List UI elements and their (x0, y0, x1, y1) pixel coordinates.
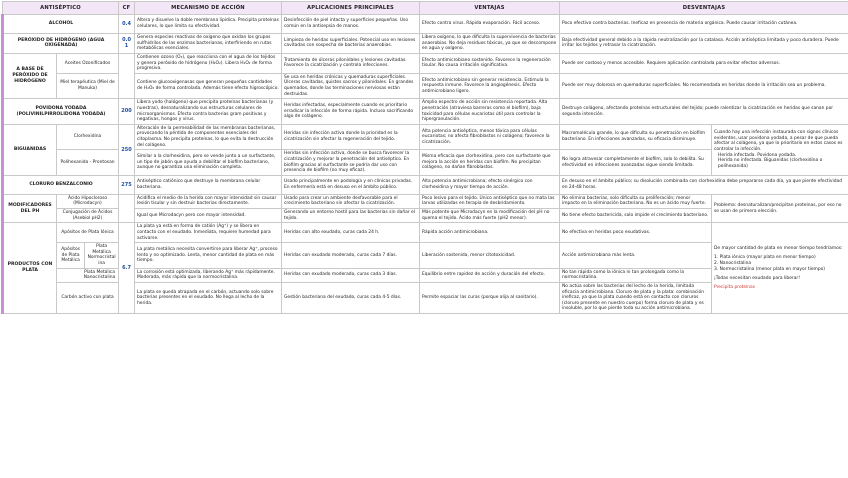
note-plata-item: 2. Nanocristalina (714, 261, 846, 267)
mec-miel-terapeutica: Contiene glucooxigenasas que generan pequeñas cantidades de H₂O₂ de forma controlada. Además tiene efecto higroscópico. (135, 73, 282, 99)
apl-plata-nanocristalina: Heridas con exudado moderado, curas cada 3 días. (282, 268, 420, 282)
row-benzalconio (3, 175, 848, 194)
apl-acido-hipocloroso: Usado para crear un ambiente desfavorable para el crecimiento bacteriano sin afectar la cicatrización. (282, 194, 420, 208)
header-mecanismo: MECANISMO DE ACCIÓN (135, 2, 282, 15)
note-plata-item: 1. Plata iónica (mayor plata en menor tiempo) (714, 255, 846, 261)
cf-base-peroxido (119, 53, 135, 98)
header-ventajas: VENTAJAS (420, 2, 560, 15)
name-polihexanida: Polihexanida - Prontosan (57, 150, 119, 176)
apl-polihexanida: Heridas sin infección activa, donde se busca favorecer la cicatrización y mejorar la penetración del antiséptico. En biofilm gracias al surfactante se podría dar uso con presencia de biofilm (no muy eficaz). (282, 150, 420, 176)
ven-alcohol: Efecto contra virus. Rápida evaporación. Fácil acceso. (420, 15, 560, 34)
des-conjugacion-acidos: No tiene efecto bactericida, solo impide el crecimiento bacteriano. (560, 209, 712, 223)
cf-peroxido: 0.01 (119, 34, 135, 54)
mec-benzalconio: Antiséptico catiónico que destruye la membrana celular bacteriana. (135, 175, 282, 194)
des-acido-hipocloroso: No elimina bacterias, solo dificulta su proliferación; menor impacto en la eliminación bacteriana. No es un ácido muy fuerte. (560, 194, 712, 208)
name-carbon-plata: Carbón activo con plata (57, 282, 119, 313)
mec-plata-normocristalina: La plata metálica necesita convertirse para liberar Ag⁺, proceso lento y no optimizado. Lenta, menor cantidad de plata en más tiempo. (135, 243, 282, 269)
name-aceites-ozonificados: Aceites Ozonificados (57, 53, 119, 73)
apl-plata-ionica: Heridas con alto exudado, curas cada 24 h. (282, 223, 420, 243)
apl-benzalconio: Usado principalmente en podología y en clínicas privadas. En enfermería está en desuso en el ámbito público. (282, 175, 420, 194)
row-povidona (3, 99, 848, 125)
ven-polihexanida: Misma eficacia que clorhexidina, pero con surfactante que mejora la acción en heridas con biofilm. No precipitan colágeno, no dañan fibroblastos. (420, 150, 560, 176)
name-plata-nanocristalina: Plata Metálica Nanocristalina (57, 268, 119, 282)
cf-plata: 6.7 (119, 223, 135, 314)
des-peroxido: Baja efectividad general debido a la rápida neutralización por la catalasa. Acción antiséptica limitada y poco duradera. Puede irritar los tejidos y retrasar la cicatrización. (560, 34, 848, 54)
ven-acido-hipocloroso: Poco lesivo para el tejido. Único antiséptico que no mata las larvas utilizadas en terapia de desbridamiento. (420, 194, 560, 208)
name-plata-normocristalina: Plata Metálica Normocristalina (85, 243, 118, 268)
group-plata-metalica: Apósitos de Plata Metálica (57, 243, 85, 268)
apl-clorhexidina: Heridas sin infección activa donde la prioridad es la cicatrización sin afectar la regeneración del tejido. (282, 124, 420, 150)
note-plata-item: 3. Normocristalina (menor plata en mayor tiempo) (714, 267, 846, 273)
mec-peroxido: Genera especies reactivas de oxígeno que oxidan los grupos sulfhidrilos de las enzimas bacterianas, interfiriendo en rutas metabólicas esenciales. (135, 34, 282, 54)
note-modificadores-ph: Problema: desnaturalizan/precipitan proteínas, por eso no se usan de primera elección. (712, 194, 848, 223)
note-biguanidas-text: Cuando hay una infección instaurada con signos clínicos evidentes, usar povidona yodada, a pesar de que pueda afectar al colágeno, ya que lo prioritario en estos casos es controlar la infección. (714, 130, 846, 153)
note-plata-precipita: Precipita proteínas (714, 285, 846, 291)
header-aplicaciones: APLICACIONES PRINCIPALES (282, 2, 420, 15)
apl-alcohol: Desinfección de piel intacta y superficies pequeñas. Uso común en la antisepsia de manos. (282, 15, 420, 34)
ven-plata-ionica: Rápida acción antimicrobiana. (420, 223, 560, 243)
cf-biguanidas: 250 (119, 124, 135, 175)
des-benzalconio: En desuso en el ámbito público; su disolución combinada con clorhexidina debe prepararse cada día, ya que pierde efectividad en 24-48 horas. (560, 175, 848, 194)
mec-carbon-plata: La plata se queda atrapada en el carbón, actuando solo sobre bacterias presentes en el exudado. No llega al lecho de la herida. (135, 282, 282, 313)
apl-peroxido: Limpieza de heridas superficiales. Potencial uso en lesiones cavitadas con sospecha de bacterias anaerobias. (282, 34, 420, 54)
header-cf: CF (119, 2, 135, 15)
mec-alcohol: Altera y disuelve la doble membrana lipídica. Precipita proteínas celulares, lo que limita su efectividad. (135, 15, 282, 34)
mec-aceites-ozonificados: Contienen ozono (O₃), que reacciona con el agua de los tejidos y genera peróxido de hidrógeno (H₂O₂). Libera H₂O₂ de forma progresiva. (135, 53, 282, 73)
name-conjugacion-acidos: Conjugación de Ácidos (Asebiol pH2) (57, 209, 119, 223)
des-plata-ionica: No efectiva en heridas poco exudativas. (560, 223, 712, 243)
antiseptics-table (1, 1, 848, 314)
ven-plata-normocristalina: Liberación sostenida, menor citotoxicidad. (420, 243, 560, 269)
note-biguanidas (712, 124, 848, 175)
cf-modificadores-ph (119, 194, 135, 223)
row-acido-hipocloroso (3, 194, 848, 208)
des-miel-terapeutica: Puede ser muy dolorosa en quemaduras superficiales. No recomendada en heridas donde la irritación sea un problema. (560, 73, 848, 99)
row-clorhexidina (3, 124, 848, 150)
name-povidona: POVIDONA YODADA (POLIVINILPIRROLIDONA YODADA) (3, 99, 119, 125)
group-base-peroxido: A BASE DE PERÓXIDO DE HIDRÓGENO (3, 53, 57, 98)
cf-alcohol: 0.4 (119, 15, 135, 34)
mec-povidona: Libera yodo (halógeno) que precipita proteínas bacterianas (y nuestras), desnaturalizando sus estructuras celulares de microorganismos. Efecto contra bacterias gram positivas y negativas, hongos y virus. (135, 99, 282, 125)
des-plata-nanocristalina: No tan rápida como la iónica ni tan prolongada como la normocristalina. (560, 268, 712, 282)
ven-plata-nanocristalina: Equilibrio entre rapidez de acción y duración del efecto. (420, 268, 560, 282)
note-plata-intro: De mayor cantidad de plata en menor tiempo tendríamos: (714, 246, 846, 252)
name-alcohol: ALCOHOL (3, 15, 119, 34)
name-plata-ionica: Apósitos de Plata Iónica (57, 223, 119, 243)
mec-polihexanida: Similar a la clorhexidina, pero se vende junto a un surfactante, un tipo de jabón que ayuda a debilitar el biofilm bacteriano, aunque no garantiza una eliminación completa. (135, 150, 282, 176)
name-benzalconio: CLORURO BENZALCONIO (3, 175, 119, 194)
apl-aceites-ozonificados: Tratamiento de úlceras pilonidales y lesiones cavitadas. Favorece la cicatrización y controla infecciones. (282, 53, 420, 73)
des-plata-normocristalina: Acción antimicrobiana más lenta. (560, 243, 712, 269)
apl-conjugacion-acidos: Generando un entorno hostil para las bacterias sin dañar el tejido. (282, 209, 420, 223)
ven-conjugacion-acidos: Más potente que Microdacyn en la modificación del pH no quema el tejido. Ácido más fuerte (pH2 menor). (420, 209, 560, 223)
mec-acido-hipocloroso: Acidifica el medio de la herida con mayor intensidad sin causar lesión tisular y sin destruir bacterias directamente. (135, 194, 282, 208)
row-peroxido (3, 34, 848, 54)
des-povidona: Destruye colágeno, afectando proteínas estructurales del tejido; puede ralentizar la cicatrización en heridas que sanan por segunda intención. (560, 99, 848, 125)
plata-metalica-subtable (57, 243, 118, 268)
ven-povidona: Amplio espectro de acción sin resistencia reportada. Alta penetración (atraviesa barreras como el biofilm), baja toxicidad para células eucariotas útil para controlar la hipergranulación. (420, 99, 560, 125)
des-alcohol: Poco efectivo contra bacterias. Ineficaz en presencia de materia orgánica. Puede causar irritación cutánea. (560, 15, 848, 34)
ven-miel-terapeutica: Efecto antimicrobiano sin generar resistencia. Estimula la respuesta inmune. Favorece la angiogénesis. Efecto antimicrobiano ligero. (420, 73, 560, 99)
row-plata-ionica (3, 223, 848, 243)
ven-clorhexidina: Alta potencia antiséptica, menos tóxica para células eucariotas; no afecta fibroblastos ni colágeno; favorece la cicatrización. (420, 124, 560, 150)
name-peroxido: PERÓXIDO DE HIDRÓGENO (AGUA OXIGENADA) (3, 34, 119, 54)
header-desventajas: DESVENTAJAS (560, 2, 848, 15)
mec-clorhexidina: Alteración de la permeabilidad de las membranas bacterianas, provocando la pérdida de componentes esenciales del citoplasma. No precipita proteínas, lo que evita la destrucción del colágeno. (135, 124, 282, 150)
plata-metalica-cell (57, 243, 119, 269)
cf-povidona: 200 (119, 99, 135, 125)
name-clorhexidina: Clorhexidina (57, 124, 119, 150)
mec-conjugacion-acidos: Igual que Microdacyn pero con mayor intensidad. (135, 209, 282, 223)
ven-benzalconio: Alta potencia antimicrobiana; efecto sinérgico con clorhexidina y mayor tiempo de acción. (420, 175, 560, 194)
note-plata (712, 223, 848, 314)
name-miel-terapeutica: Miel terapéutica (Miel de Manuka) (57, 73, 119, 99)
des-clorhexidina: Macromolécula grande, lo que dificulta su penetración en biofilm bacteriano. En infecciones avanzadas, su eficacia disminuye. (560, 124, 712, 150)
des-aceites-ozonificados: Puede ser costoso y menos accesible. Requiere aplicación controlada para evitar efectos adversos. (560, 53, 848, 73)
apl-plata-normocristalina: Heridas con exudado moderado, curas cada 7 días. (282, 243, 420, 269)
cf-benzalconio: 275 (119, 175, 135, 194)
header-row (3, 2, 848, 15)
apl-carbon-plata: Gestión bacteriana del exudado, curas cada 4-5 días. (282, 282, 420, 313)
group-modificadores-ph: MODIFICADORES DEL PH (3, 194, 57, 223)
ven-peroxido: Libera oxígeno, lo que dificulta la supervivencia de bacterias anaerobias. No deja residuos tóxicos, ya que se descompone en agua y oxígeno. (420, 34, 560, 54)
mec-plata-nanocristalina: La corrosión está optimizada, liberando Ag⁺ más rápidamente. Moderada, más rápida que la normocristalina. (135, 268, 282, 282)
row-aceites-ozonificados (3, 53, 848, 73)
name-acido-hipocloroso: Ácido Hipocloroso (Microdacyn) (57, 194, 119, 208)
mec-plata-ionica: La plata ya está en forma de catión (Ag⁺) y se libera en contacto con el exudado. Inmediata, requiere humedad para activarse. (135, 223, 282, 243)
des-polihexanida: No logra atravesar completamente el biofilm, solo lo debilita. Su efectividad en infecciones avanzadas sigue siendo limitada. (560, 150, 712, 176)
note-plata-exudado: ¡Todas necesitan exudado para liberar! (714, 276, 846, 282)
note-biguanidas-item: Herida infectada. Povidona yodada. (714, 153, 846, 159)
group-biguanidas: BIGUANIDAS (3, 124, 57, 175)
header-antiseptico: ANTISÉPTICO (3, 2, 119, 15)
apl-povidona: Heridas infectadas, especialmente cuando es prioritario erradicar la infección de forma rápida. Incluso sacrificando algo de colágeno. (282, 99, 420, 125)
group-plata: PRODUCTOS CON PLATA (3, 223, 57, 314)
row-alcohol (3, 15, 848, 34)
ven-aceites-ozonificados: Efecto antimicrobiano sostenido. Favorece la regeneración tisular. No causa irritación significativa. (420, 53, 560, 73)
apl-miel-terapeutica: Se usa en heridas crónicas y quemaduras superficiales. Úlceras cavitadas, quistes sacros y pilonidales. En grandes quemados, donde las terminaciones nerviosas están destruidas. (282, 73, 420, 99)
ven-carbon-plata: Permite espaciar las curas (porque alija al sanitario). (420, 282, 560, 313)
des-carbon-plata: No actúa sobre las bacterias del lecho de la herida, limitada eficacia antimicrobiana. Cloruro de plata y la plata: combinación ineficaz, ya que la plata cuando está en contacto con cloruros (cloruro presente en nuestro cuerpo) forma cloruro de plata y es insoluble, por lo que pierde toda su acción antimicrobiana. (560, 282, 712, 313)
note-biguanidas-item: Herida no infectada. Biguanidas (clorhexidina o polihexanida) (714, 158, 846, 169)
